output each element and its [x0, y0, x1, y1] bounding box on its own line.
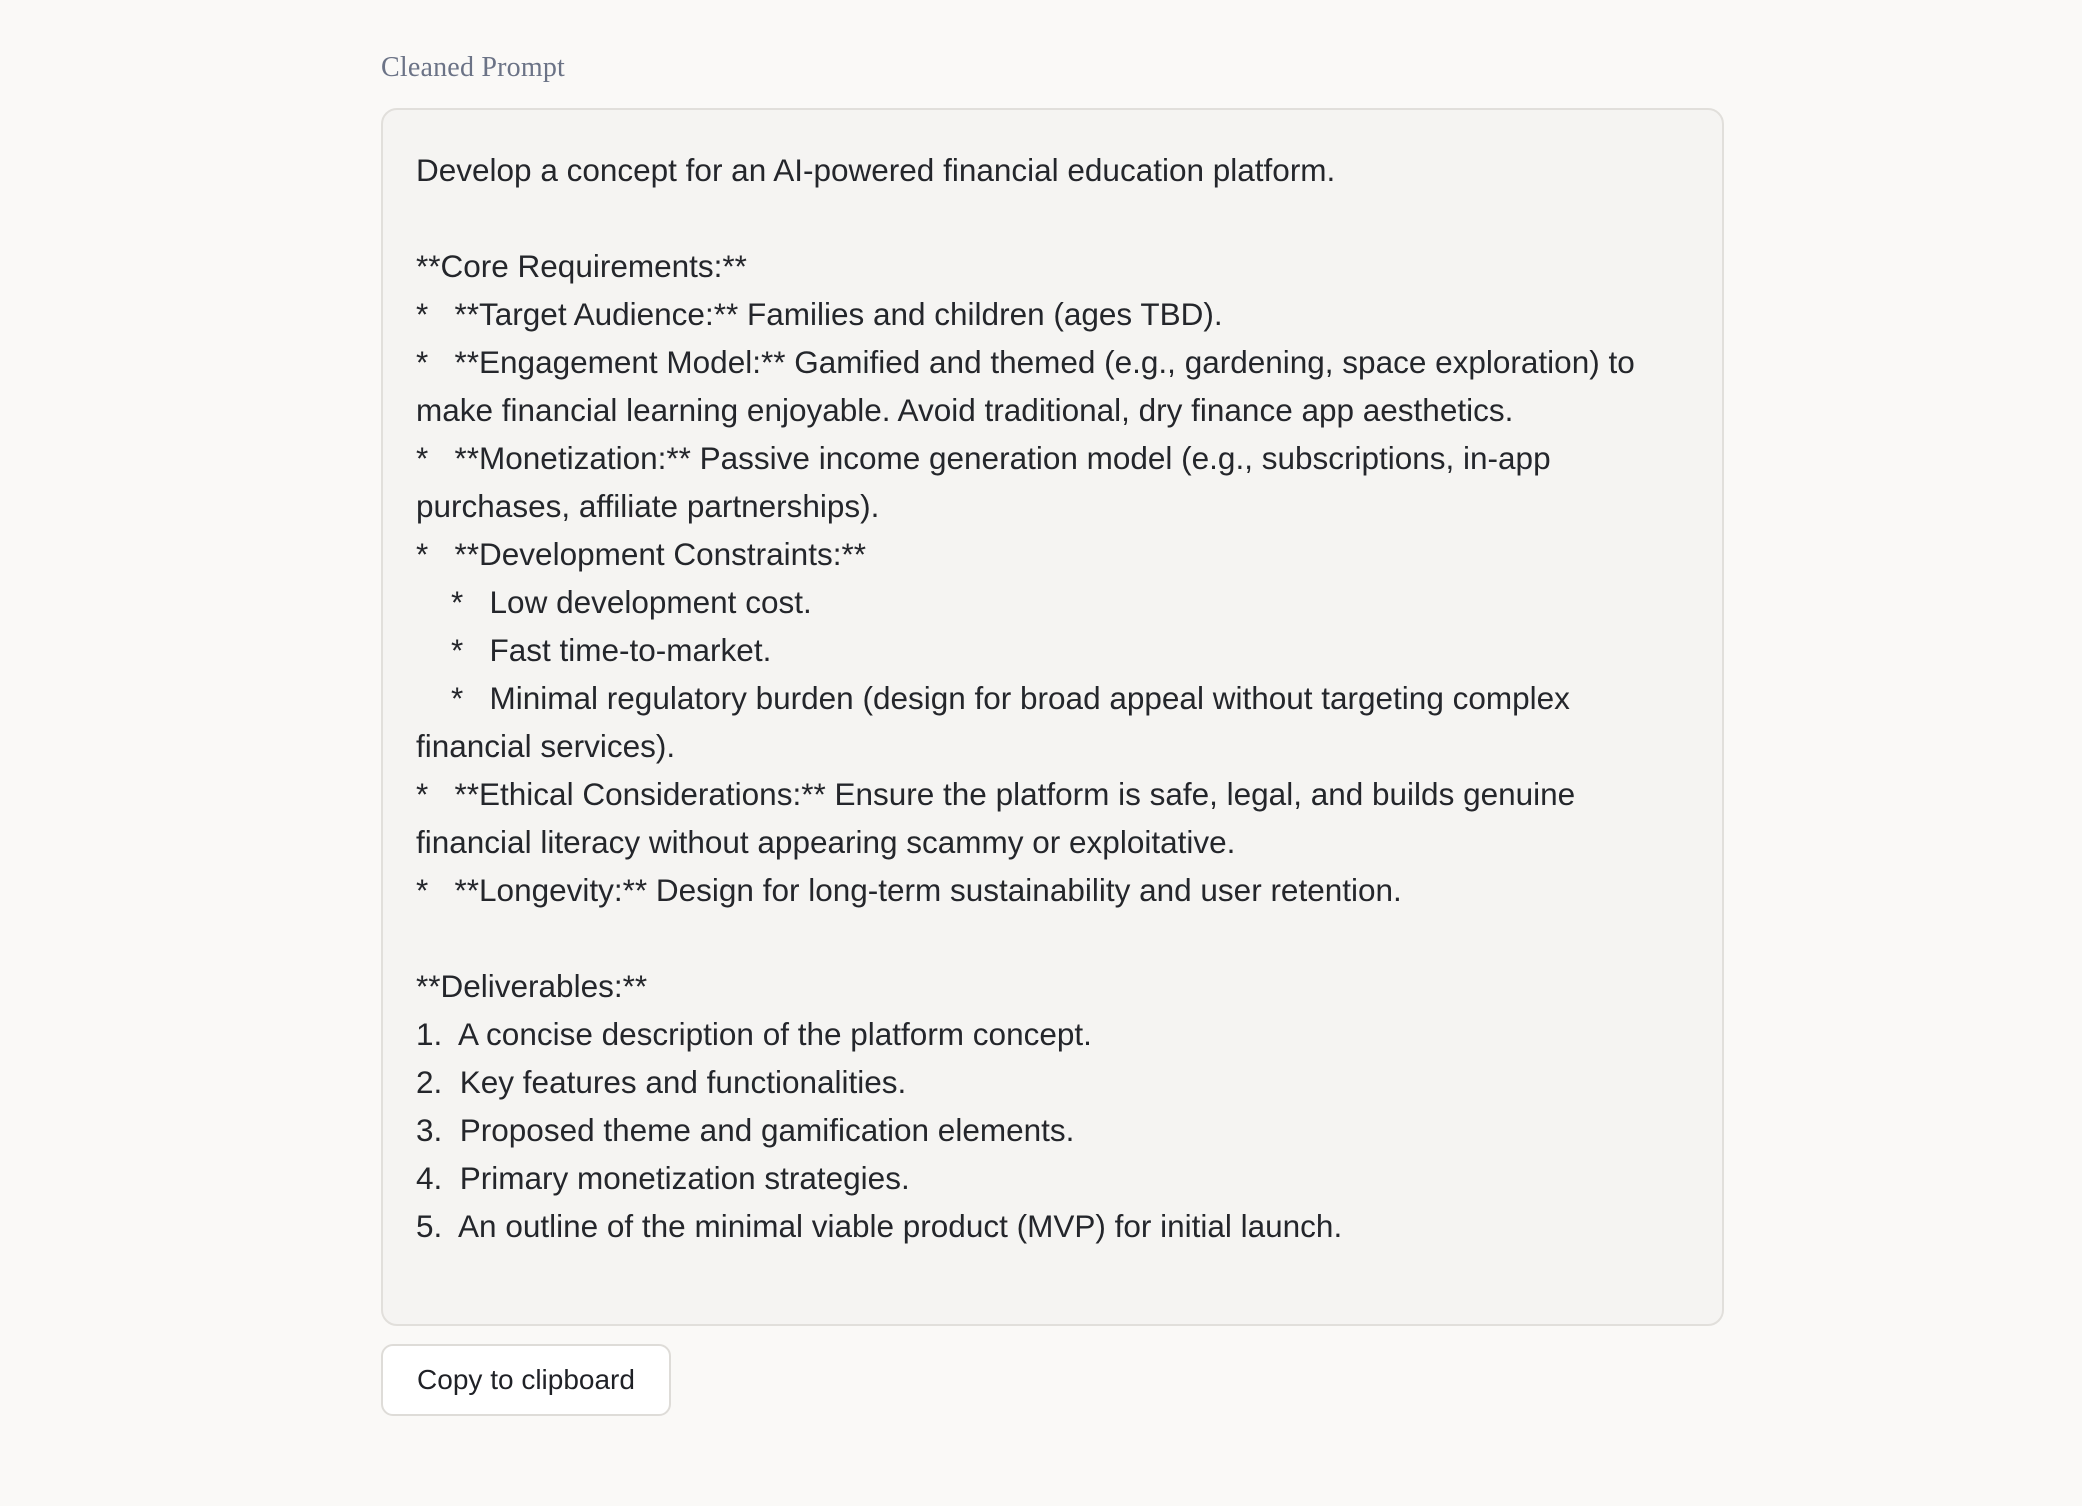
prompt-text-box[interactable] [381, 108, 1724, 1326]
copy-to-clipboard-button[interactable]: Copy to clipboard [381, 1344, 671, 1416]
prompt-text: Develop a concept for an AI-powered financial education platform. **Core Requirements:** * **Target Audience:** Families and children (ages TBD). * **Engagement Model:** Gamified and themed (e.g., gardening, space exploration) to make financial learning enjoyable. Avoid traditional, dry finance app aesthetics. * **Monetization:** Passive income generation model (e.g., subscriptions, in-app purchases, affiliate partnerships). * **Development Constraints:** * Low development cost. * Fast time-to-market. * Minimal regulatory burden (design for broad appeal without targeting complex financial services). * **Ethical Considerations:** Ensure the platform is safe, legal, and builds genuine financial literacy without appearing scammy or exploitative. * **Longevity:** Design for long-term sustainability and user retention. **Deliverables:** 1. A concise description of the platform concept. 2. Key features and functionalities. 3. Proposed theme and gamification elements. 4. Primary monetization strategies. 5. An outline of the minimal viable product (MVP) for initial launch. [416, 152, 1635, 1244]
section-label: Cleaned Prompt [381, 52, 565, 83]
